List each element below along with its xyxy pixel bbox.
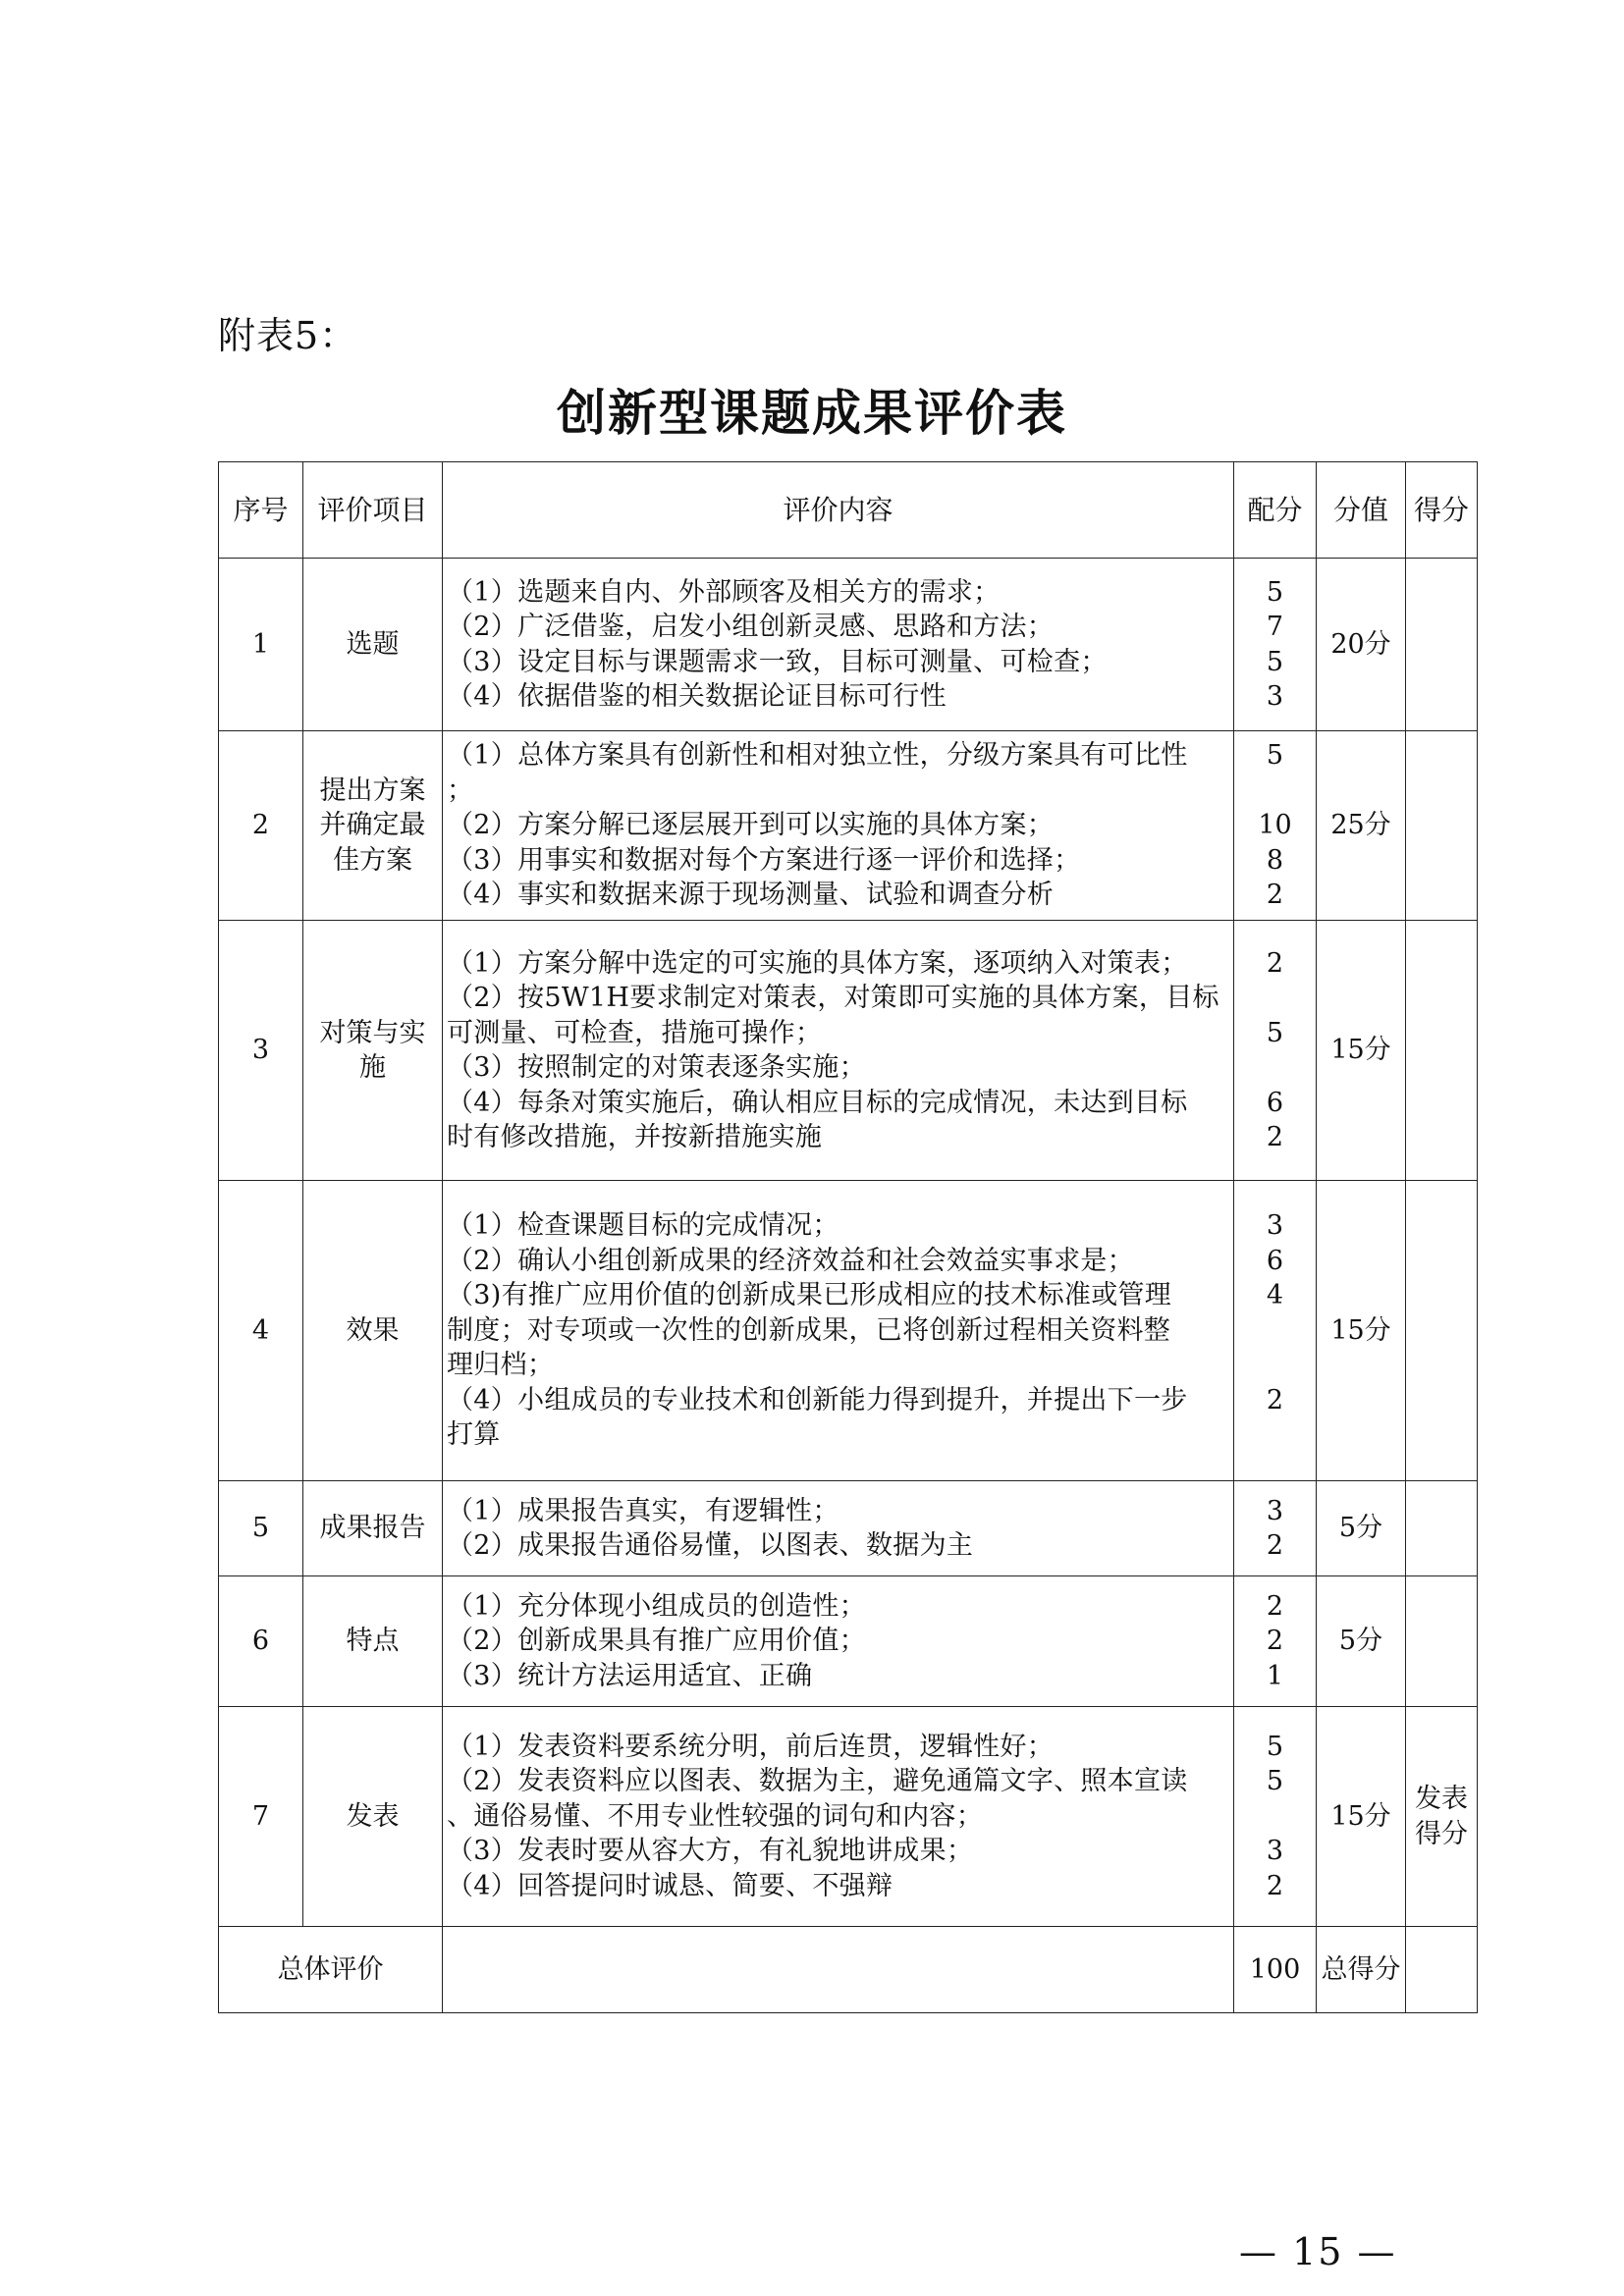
score-cell (1406, 559, 1478, 731)
evaluation-table (218, 461, 1478, 2013)
criterion-line: 制度；对专项或一次性的创新成果，已将创新过程相关资料整 (447, 1314, 1171, 1346)
criterion-line: （3）按照制定的对策表逐条实施； (447, 1052, 866, 1083)
evaluation-item (303, 559, 443, 731)
criterion-line: ； (447, 774, 474, 806)
total-value-label: 总得分 (1317, 1927, 1406, 2013)
points-cell (1234, 559, 1317, 731)
points-value: 2 (1266, 1870, 1284, 1901)
points-value: 3 (1266, 681, 1284, 712)
criterion-line: （3）设定目标与课题需求一致，目标可测量、可检查； (447, 646, 1108, 677)
score-note-line: 得分 (1415, 1818, 1468, 1849)
header-score: 得分 (1406, 462, 1478, 559)
criterion-line: （2）确认小组创新成果的经济效益和社会效益实事求是； (447, 1245, 1134, 1276)
table-row (219, 1181, 1478, 1481)
item-total-value: 15分 (1317, 1181, 1406, 1481)
table-row (219, 731, 1478, 921)
criterion-line: （3）统计方法运用适宜、正确 (447, 1660, 813, 1691)
criterion-line: （1）充分体现小组成员的创造性； (447, 1590, 866, 1622)
points-value: 3 (1266, 1836, 1284, 1867)
points-value (1234, 1799, 1316, 1835)
evaluation-item (303, 1576, 443, 1707)
evaluation-item-line: 特点 (346, 1626, 400, 1657)
criterion-line: （2）发表资料应以图表、数据为主，避免通篇文字、照本宣读 (447, 1766, 1188, 1797)
table-row (219, 921, 1478, 1181)
evaluation-content (443, 731, 1234, 921)
evaluation-item (303, 1707, 443, 1927)
points-value: 2 (1266, 1590, 1284, 1622)
points-value (1234, 1417, 1316, 1453)
row-number: 2 (219, 731, 303, 921)
score-cell (1406, 1181, 1478, 1481)
evaluation-item-line: 佳方案 (333, 844, 412, 876)
points-value (1234, 1348, 1316, 1383)
evaluation-content (443, 1707, 1234, 1927)
appendix-label: 附表5： (218, 314, 358, 357)
points-value: 2 (1266, 1530, 1284, 1561)
item-total-value: 5分 (1317, 1481, 1406, 1576)
criterion-line: （2）按5W1H要求制定对策表，对策即可实施的具体方案，目标 (447, 983, 1219, 1013)
criterion-line: （1）总体方案具有创新性和相对独立性，分级方案具有可比性 (447, 740, 1188, 772)
criterion-line: （1）检查课题目标的完成情况； (447, 1210, 839, 1242)
table-body (219, 559, 1478, 1927)
row-number: 5 (219, 1481, 303, 1576)
item-total-value: 15分 (1317, 1707, 1406, 1927)
points-value: 4 (1266, 1280, 1284, 1311)
row-number: 1 (219, 559, 303, 731)
table-row (219, 1576, 1478, 1707)
evaluation-item-line: 并确定最 (319, 810, 426, 841)
points-cell (1234, 1707, 1317, 1927)
points-cell (1234, 1576, 1317, 1707)
points-value: 2 (1266, 880, 1284, 911)
evaluation-item (303, 921, 443, 1181)
table-row (219, 1707, 1478, 1927)
item-total-value: 25分 (1317, 731, 1406, 921)
criterion-line: （4）回答提问时诚恳、简要、不强辩 (447, 1870, 893, 1901)
evaluation-item-line: 施 (359, 1052, 386, 1083)
criterion-line: （3）用事实和数据对每个方案进行逐一评价和选择； (447, 844, 1081, 876)
row-number: 4 (219, 1181, 303, 1481)
criterion-line: （3）发表时要从容大方，有礼貌地讲成果； (447, 1836, 974, 1867)
table-row (219, 1481, 1478, 1576)
total-content-cell (443, 1927, 1234, 2013)
points-value: 7 (1266, 612, 1284, 642)
header-points: 配分 (1234, 462, 1317, 559)
points-value (1234, 774, 1316, 809)
item-total-value: 5分 (1317, 1576, 1406, 1707)
points-value: 1 (1266, 1660, 1284, 1691)
score-cell (1406, 921, 1478, 1181)
page-number: — 15 — (1239, 2230, 1397, 2273)
score-cell (1406, 731, 1478, 921)
evaluation-item (303, 1481, 443, 1576)
table-header-row (219, 462, 1478, 559)
points-value: 6 (1266, 1245, 1284, 1276)
points-value: 3 (1266, 1210, 1284, 1242)
evaluation-item-line: 成果报告 (319, 1513, 426, 1544)
points-value: 2 (1266, 947, 1284, 979)
item-total-value: 15分 (1317, 921, 1406, 1181)
evaluation-item-line: 选题 (346, 628, 400, 660)
row-number: 6 (219, 1576, 303, 1707)
points-value: 5 (1266, 646, 1284, 677)
points-value: 5 (1266, 576, 1284, 608)
points-value: 3 (1266, 1495, 1284, 1526)
points-value (1234, 1313, 1316, 1349)
points-value: 2 (1266, 1122, 1284, 1152)
evaluation-content (443, 1576, 1234, 1707)
page-title: 创新型课题成果评价表 (557, 384, 1067, 442)
evaluation-content (443, 921, 1234, 1181)
criterion-line: （3)有推广应用价值的创新成果已形成相应的技术标准或管理 (447, 1280, 1172, 1311)
total-points: 100 (1234, 1927, 1317, 2013)
header-content: 评价内容 (443, 462, 1234, 559)
score-cell (1406, 1707, 1478, 1927)
criterion-line: （4）小组成员的专业技术和创新能力得到提升，并提出下一步 (447, 1384, 1188, 1415)
criterion-line: 理归档； (447, 1350, 555, 1381)
criterion-line: （2）广泛借鉴，启发小组创新灵感、思路和方法； (447, 612, 1055, 642)
points-value (1234, 981, 1316, 1016)
points-cell (1234, 731, 1317, 921)
evaluation-item (303, 731, 443, 921)
criterion-line: （2）成果报告通俗易懂，以图表、数据为主 (447, 1530, 974, 1561)
row-number: 7 (219, 1707, 303, 1927)
criterion-line: 时有修改措施，并按新措施实施 (447, 1122, 823, 1152)
evaluation-content (443, 1481, 1234, 1576)
score-note-line: 发表 (1415, 1784, 1468, 1814)
criterion-line: 、通俗易懂、不用专业性较强的词句和内容； (447, 1800, 983, 1832)
criterion-line: （1）发表资料要系统分明，前后连贯，逻辑性好； (447, 1731, 1055, 1762)
points-value: 6 (1266, 1087, 1284, 1118)
criterion-line: （4）事实和数据来源于现场测量、试验和调查分析 (447, 880, 1055, 911)
points-cell (1234, 1481, 1317, 1576)
evaluation-content (443, 559, 1234, 731)
points-value: 8 (1266, 844, 1284, 876)
criterion-line: （1）选题来自内、外部顾客及相关方的需求； (447, 576, 1001, 608)
points-cell (1234, 921, 1317, 1181)
header-value: 分值 (1317, 462, 1406, 559)
score-cell (1406, 1481, 1478, 1576)
table-row (219, 559, 1478, 731)
evaluation-item-line: 发表 (346, 1800, 400, 1832)
total-label: 总体评价 (219, 1927, 443, 2013)
points-value: 5 (1266, 1731, 1284, 1762)
criterion-line: 打算 (447, 1419, 501, 1451)
item-total-value: 20分 (1317, 559, 1406, 731)
header-item: 评价项目 (303, 462, 443, 559)
total-row (219, 1927, 1478, 2013)
criterion-line: 可测量、可检查，措施可操作； (447, 1017, 823, 1048)
points-value: 2 (1266, 1626, 1284, 1657)
points-value: 5 (1266, 740, 1284, 772)
row-number: 3 (219, 921, 303, 1181)
points-value: 10 (1258, 810, 1292, 841)
evaluation-item-line: 对策与实 (319, 1017, 426, 1048)
score-cell (1406, 1576, 1478, 1707)
points-cell (1234, 1181, 1317, 1481)
points-value: 2 (1266, 1384, 1284, 1415)
header-no: 序号 (219, 462, 303, 559)
evaluation-item-line: 提出方案 (319, 774, 426, 806)
total-score-cell (1406, 1927, 1478, 2013)
points-value: 5 (1266, 1766, 1284, 1797)
criterion-line: （4）每条对策实施后，确认相应目标的完成情况，未达到目标 (447, 1087, 1188, 1118)
criterion-line: （2）创新成果具有推广应用价值； (447, 1626, 866, 1657)
points-value (1234, 1050, 1316, 1086)
criterion-line: （1）成果报告真实，有逻辑性； (447, 1495, 839, 1526)
points-value: 5 (1266, 1017, 1284, 1048)
criterion-line: （1）方案分解中选定的可实施的具体方案，逐项纳入对策表； (447, 947, 1188, 979)
evaluation-item-line: 效果 (346, 1314, 400, 1346)
criterion-line: （4）依据借鉴的相关数据论证目标可行性 (447, 681, 947, 712)
criterion-line: （2）方案分解已逐层展开到可以实施的具体方案； (447, 810, 1055, 841)
evaluation-content (443, 1181, 1234, 1481)
evaluation-item (303, 1181, 443, 1481)
